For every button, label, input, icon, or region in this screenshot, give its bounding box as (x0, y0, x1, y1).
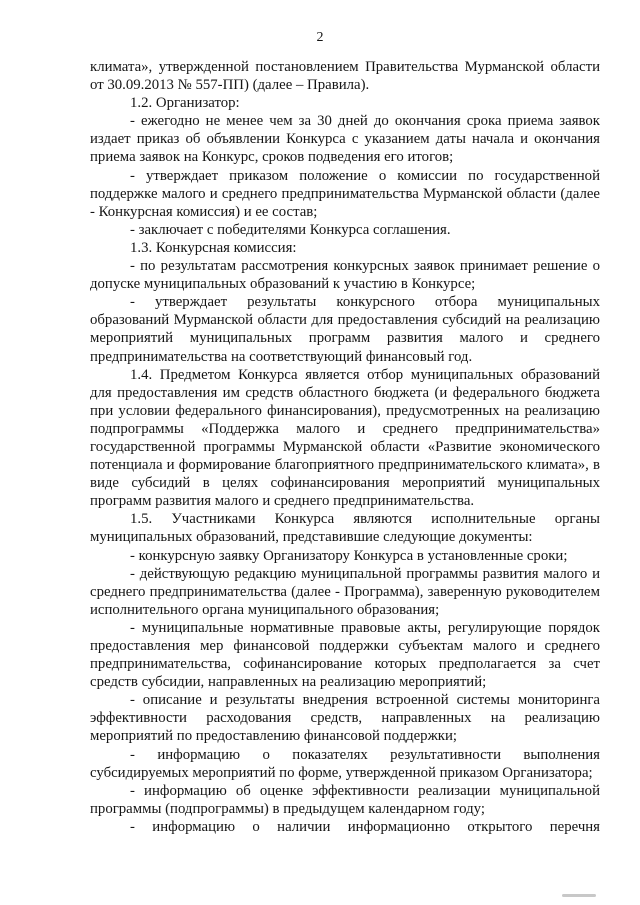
list-item-application: - конкурсную заявку Организатору Конкурса в установленные сроки; (130, 547, 568, 564)
scan-artifact (562, 894, 596, 897)
paragraph-commission-admission: - по результатам рассмотрения конкурсных заявок принимает решение о допуске муниципальных образований к участию в Конкурсе; (90, 258, 600, 293)
paragraph-1-4-subject: 1.4. Предметом Конкурса является отбор муниципальных образований для предоставления им средств областного бюджета (и федерального бюджета при условии федерального финансирования), предусмотренных на реализацию подпрограммы «Поддержка малого и среднего предпринимательства» государственной программы Мурманской области «Развитие экономического потенциала и формирование благоприятного предпринимательского климата», в виде субсидий в целях софинансирования мероприятий муниципальных программ развития малого и среднего предпринимательства. (90, 366, 600, 510)
list-item-open-list: - информацию о наличии информационно открытого перечня (130, 818, 600, 835)
paragraph-1-5-participants: 1.5. Участниками Конкурса являются исполнительные органы муниципальных образований, представившие следующие документы: (90, 511, 600, 546)
paragraph-organizer-commission: - утверждает приказом положение о комиссии по государственной поддержке малого и среднего предпринимательства Мурманской области (далее - Конкурсная комиссия) и ее состав; (90, 167, 600, 220)
list-item-efficiency-assessment: - информацию об оценке эффективности реализации муниципальной программы (подпрограммы) в предыдущем календарном году; (90, 782, 600, 817)
paragraph-pravila-reference: климата», утвержденной постановлением Правительства Мурманской области от 30.09.2013 № 557-ПП) (далее – Правила). (90, 59, 600, 94)
paragraph-organizer-order: - ежегодно не менее чем за 30 дней до окончания срока приема заявок издает приказ об объявлении Конкурса с указанием даты начала и окончания приема заявок на Конкурс, сроков подведения его итогов; (90, 113, 600, 166)
page-number: 2 (316, 30, 324, 45)
list-item-performance-indicators: - информацию о показателях результативности выполнения субсидируемых мероприятий по форме, утвержденной приказом Организатора; (90, 746, 600, 781)
paragraph-organizer-agreements: - заключает с победителями Конкурса соглашения. (130, 221, 451, 238)
list-item-legal-acts: - муниципальные нормативные правовые акты, регулирующие порядок предоставления мер финансовой поддержки субъектам малого и среднего предпринимательства, софинансирование которых предполагается за счет средств субсидии, направленных на реализацию мероприятий; (90, 619, 600, 691)
document-body (90, 58, 600, 836)
paragraph-commission-results: - утверждает результаты конкурсного отбора муниципальных образований Мурманской области для предоставления субсидий на реализацию мероприятий муниципальных программ развития малого и среднего предпринимательства на соответствующий финансовый год. (90, 294, 600, 365)
heading-1-2-organizer: 1.2. Организатор: (130, 95, 240, 112)
heading-1-3-commission: 1.3. Конкурсная комиссия: (130, 239, 297, 256)
list-item-program-edition: - действующую редакцию муниципальной программы развития малого и среднего предпринимательства (далее - Программа), заверенную руководителем исполнительного органа муниципального образования; (90, 565, 600, 618)
list-item-monitoring-system: - описание и результаты внедрения встроенной системы мониторинга эффективности расходования средств, направленных на реализацию мероприятий по предоставлению финансовой поддержки; (90, 692, 600, 745)
